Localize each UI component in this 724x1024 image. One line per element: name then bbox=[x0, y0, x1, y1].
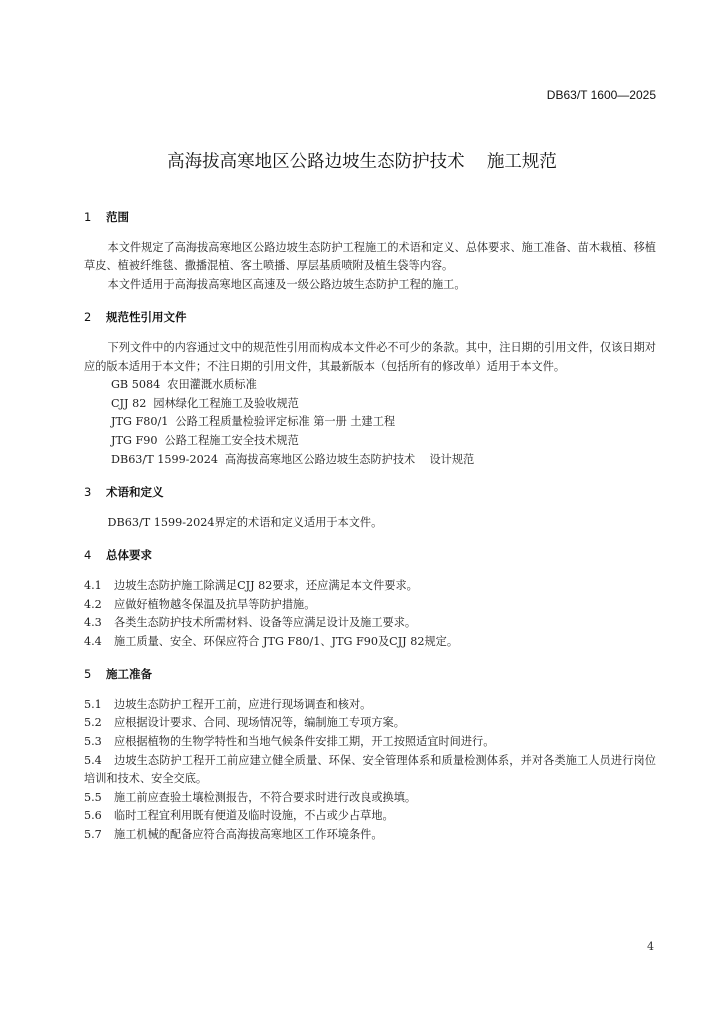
clause-number: 5.5 bbox=[84, 790, 102, 804]
clause-text: 施工质量、安全、环保应符合 JTG F80/1、JTG F90及CJJ 82规定。 bbox=[114, 634, 459, 648]
reference-item: DB63/T 1599-2024 高海拔高寒地区公路边坡生态防护技术 设计规范 bbox=[111, 452, 475, 466]
section-heading-terms: 3 术语和定义 bbox=[84, 485, 164, 500]
reference-item: JTG F80/1 公路工程质量检验评定标准 第一册 土建工程 bbox=[111, 415, 396, 429]
paragraph: 本文件适用于高海拔高寒地区高速及一级公路边坡生态防护工程的施工。 bbox=[107, 277, 466, 291]
clause bbox=[84, 577, 656, 596]
reference-item: GB 5084 农田灌溉水质标准 bbox=[111, 378, 257, 392]
clause-text: 边坡生态防护工程开工前应建立健全质量、环保、安全管理体系和质量检测体系，并对各类施工人员进行岗位培训和技术、安全交底。 bbox=[84, 753, 656, 786]
clause-text: 边坡生态防护工程开工前，应进行现场调查和核对。 bbox=[114, 697, 372, 711]
clause bbox=[84, 696, 656, 715]
section-heading-normative-references: 2 规范性引用文件 bbox=[84, 310, 187, 325]
clause-number: 5.1 bbox=[84, 697, 102, 711]
section-heading-scope: 1 范围 bbox=[84, 210, 129, 224]
document-title: 高海拔高寒地区公路边坡生态防护技术 施工规范 bbox=[167, 152, 557, 172]
clause-number: 5.2 bbox=[84, 716, 102, 730]
clause bbox=[84, 596, 656, 615]
clause-number: 5.6 bbox=[84, 809, 102, 823]
paragraph: DB63/T 1599-2024界定的术语和定义适用于本文件。 bbox=[107, 515, 383, 529]
clause-number: 5.7 bbox=[84, 828, 102, 842]
document-body bbox=[84, 208, 656, 845]
paragraph: 本文件规定了高海拔高寒地区公路边坡生态防护工程施工的术语和定义、总体要求、施工准备、苗木栽植、移植草皮、植被纤维毯、撒播混植、客土喷播、厚层基质喷附及植生袋等内容。 bbox=[84, 240, 656, 273]
reference-item: CJJ 82 园林绿化工程施工及验收规范 bbox=[111, 396, 299, 410]
clause-number: 4.4 bbox=[84, 634, 102, 648]
clause-number: 4.2 bbox=[84, 597, 102, 611]
clause bbox=[84, 714, 656, 733]
clause-text: 施工前应查验土壤检测报告，不符合要求时进行改良或换填。 bbox=[114, 790, 417, 804]
clause-text: 临时工程宜利用既有便道及临时设施，不占或少占草地。 bbox=[114, 809, 394, 823]
paragraph: 下列文件中的内容通过文中的规范性引用而构成本文件必不可少的条款。其中，注日期的引用文件，仅该日期对应的版本适用于本文件；不注日期的引用文件，其最新版本（包括所有的修改单）适用于本文件。 bbox=[84, 340, 656, 373]
clause-text: 各类生态防护技术所需材料、设备等应满足设计及施工要求。 bbox=[114, 616, 417, 630]
reference-item: JTG F90 公路工程施工安全技术规范 bbox=[111, 433, 299, 447]
clause-number: 4.3 bbox=[84, 616, 102, 630]
section-heading-general-requirements: 4 总体要求 bbox=[84, 548, 152, 563]
clause-number: 4.1 bbox=[84, 578, 102, 592]
clause-text: 应根据植物的生物学特性和当地气候条件安排工期，开工按照适宜时间进行。 bbox=[114, 735, 495, 749]
clause-text: 边坡生态防护施工除满足CJJ 82要求，还应满足本文件要求。 bbox=[114, 578, 418, 592]
clause bbox=[84, 733, 656, 752]
clause bbox=[84, 789, 656, 808]
standard-code: DB63/T 1600—2025 bbox=[546, 88, 656, 102]
clause bbox=[84, 752, 656, 789]
clause bbox=[84, 826, 656, 845]
section-heading-construction-preparation: 5 施工准备 bbox=[84, 667, 152, 682]
clause-number: 5.3 bbox=[84, 735, 102, 749]
clause-text: 施工机械的配备应符合高海拔高寒地区工作环境条件。 bbox=[114, 828, 383, 842]
page-number: 4 bbox=[647, 940, 654, 953]
clause-number: 5.4 bbox=[84, 753, 102, 767]
clause bbox=[84, 807, 656, 826]
clause-text: 应做好植物越冬保温及抗旱等防护措施。 bbox=[114, 597, 316, 611]
clause bbox=[84, 614, 656, 633]
clause bbox=[84, 633, 656, 652]
clause-text: 应根据设计要求、合同、现场情况等，编制施工专项方案。 bbox=[114, 716, 405, 730]
